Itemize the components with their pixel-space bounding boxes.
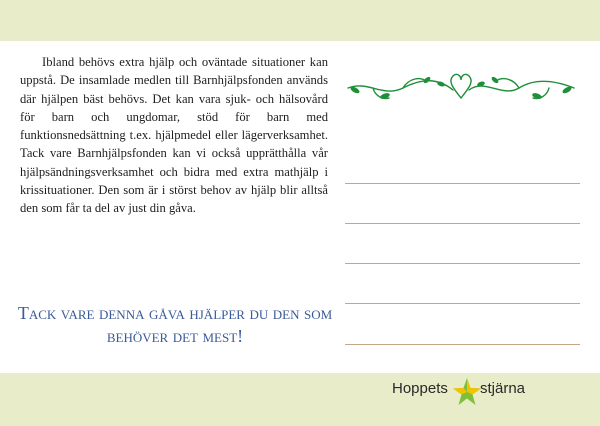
logo-word-right: stjärna bbox=[480, 380, 526, 397]
hoppets-stjarna-logo bbox=[390, 372, 552, 412]
top-band bbox=[0, 0, 600, 41]
message-body: Ibland behövs extra hjälp och oväntade situationer kan uppstå. De insamlade medlen till Barnhjälpsfonden används där hjälpen bäst behövs. Det kan vara sjuk- och hälsovård för barn och ungdomar, stöd för barn med funktionsnedsättning t.ex. hjälpmedel eller lägerverksamhet. Tack vare Barnhjälpsfonden kan vi också upprätthålla vår hjälpsändningsverksamhet och bidra med extra mathjälp i krissituationer. Den som är i störst behov av hjälp blir alltså den som får ta del av just din gåva. bbox=[20, 55, 328, 216]
star-icon bbox=[450, 376, 484, 408]
tagline: Tack vare denna gåva hjälper du den som behöver det mest! bbox=[17, 303, 333, 346]
writing-line bbox=[345, 263, 580, 264]
writing-line bbox=[345, 223, 580, 224]
writing-line bbox=[345, 344, 580, 345]
writing-line bbox=[345, 183, 580, 184]
writing-line bbox=[345, 303, 580, 304]
vine-ornament-icon bbox=[343, 68, 579, 108]
logo-word-left: Hoppets bbox=[392, 380, 448, 397]
